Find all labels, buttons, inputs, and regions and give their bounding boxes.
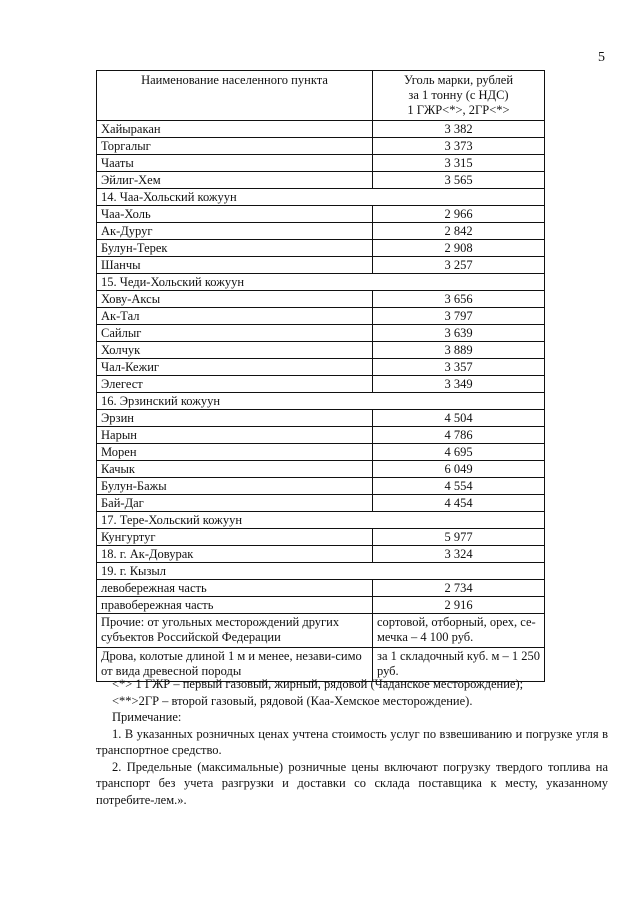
table-row <box>97 546 545 563</box>
price-cell: 3 324 <box>373 546 545 563</box>
table-group-row <box>97 563 545 580</box>
table-row <box>97 308 545 325</box>
price-cell: 3 373 <box>373 138 545 155</box>
table-row <box>97 495 545 512</box>
table-row <box>97 529 545 546</box>
price-cell: 6 049 <box>373 461 545 478</box>
table-row <box>97 376 545 393</box>
price-cell: 2 842 <box>373 223 545 240</box>
group-heading: 16. Эрзинский кожуун <box>97 393 545 410</box>
price-cell: 4 695 <box>373 444 545 461</box>
table-group-row <box>97 512 545 529</box>
settlement-name-cell: Холчук <box>97 342 373 359</box>
footnote-2: <**>2ГР – второй газовый, рядовой (Каа-Хемское месторождение). <box>112 693 473 708</box>
settlement-name-cell: Чал-Кежиг <box>97 359 373 376</box>
price-cell: 5 977 <box>373 529 545 546</box>
settlement-name-cell: Хайыракан <box>97 121 373 138</box>
remark-2: 2. Предельные (максимальные) розничные цены включают погрузку твердого топлива на транспорт без учета разгрузки и доставки со склада поставщика к месту, указанному потребите-лем.». <box>96 759 608 807</box>
firewood-value: за 1 складочный куб. м – 1 250 руб. <box>373 648 545 682</box>
group-heading: 19. г. Кызыл <box>97 563 545 580</box>
settlement-name-cell: левобережная часть <box>97 580 373 597</box>
settlement-name-cell: Ак-Дуруг <box>97 223 373 240</box>
settlement-name-cell: Ак-Тал <box>97 308 373 325</box>
group-heading: 17. Тере-Хольский кожуун <box>97 512 545 529</box>
remark-1: 1. В указанных розничных ценах учтена стоимость услуг по взвешиванию и погрузке угля в транспортное средство. <box>96 726 608 757</box>
settlement-name-cell: Кунгуртуг <box>97 529 373 546</box>
settlement-name-cell: Торгалыг <box>97 138 373 155</box>
other-deposits-value: сортовой, отборный, орех, се-мечка – 4 100 руб. <box>373 614 545 648</box>
table-row <box>97 257 545 274</box>
firewood-label: Дрова, колотые длиной 1 м и менее, незави-симо от вида древесной породы <box>97 648 373 682</box>
settlement-name-cell: Нарын <box>97 427 373 444</box>
header-coal-price <box>373 71 545 121</box>
page-number: 5 <box>598 50 605 65</box>
price-cell: 2 966 <box>373 206 545 223</box>
table-row <box>97 359 545 376</box>
price-cell: 3 349 <box>373 376 545 393</box>
header-settlement-name: Наименование населенного пункта <box>97 71 373 121</box>
group-heading: 15. Чеди-Хольский кожуун <box>97 274 545 291</box>
table-row <box>97 410 545 427</box>
table-row <box>97 342 545 359</box>
notes-section <box>96 676 608 808</box>
price-cell: 4 454 <box>373 495 545 512</box>
table-row <box>97 223 545 240</box>
table-row <box>97 580 545 597</box>
table-footer-rows <box>97 614 545 682</box>
table-row <box>97 240 545 257</box>
header-price-line-3: 1 ГЖР<*>, 2ГР<*> <box>407 103 510 117</box>
price-cell: 4 554 <box>373 478 545 495</box>
settlement-name-cell: Сайлыг <box>97 325 373 342</box>
price-cell: 4 504 <box>373 410 545 427</box>
price-cell: 3 357 <box>373 359 545 376</box>
settlement-name-cell: Эрзин <box>97 410 373 427</box>
settlement-name-cell: Чаа-Холь <box>97 206 373 223</box>
header-price-line-1: Уголь марки, рублей <box>403 73 514 87</box>
settlement-name-cell: Хову-Аксы <box>97 291 373 308</box>
settlement-name-cell: 18. г. Ак-Довурак <box>97 546 373 563</box>
table-row <box>97 325 545 342</box>
price-cell: 2 734 <box>373 580 545 597</box>
price-cell: 3 565 <box>373 172 545 189</box>
price-cell: 3 797 <box>373 308 545 325</box>
table-row-other-deposits <box>97 614 545 648</box>
price-cell: 3 257 <box>373 257 545 274</box>
coal-price-table <box>96 70 545 682</box>
settlement-name-cell: правобережная часть <box>97 597 373 614</box>
settlement-name-cell: Бай-Даг <box>97 495 373 512</box>
price-cell: 4 786 <box>373 427 545 444</box>
price-cell: 3 889 <box>373 342 545 359</box>
table-row <box>97 461 545 478</box>
table-row <box>97 155 545 172</box>
table-row <box>97 121 545 138</box>
settlement-name-cell: Булун-Терек <box>97 240 373 257</box>
table-header-row <box>97 71 545 121</box>
table-row <box>97 291 545 308</box>
group-heading: 14. Чаа-Хольский кожуун <box>97 189 545 206</box>
settlement-name-cell: Булун-Бажы <box>97 478 373 495</box>
header-price-line-2: за 1 тонну (с НДС) <box>408 88 509 102</box>
table-row <box>97 172 545 189</box>
table-group-row <box>97 274 545 291</box>
other-deposits-label: Прочие: от угольных месторождений других субъектов Российской Федерации <box>97 614 373 648</box>
settlement-name-cell: Качык <box>97 461 373 478</box>
table-row <box>97 478 545 495</box>
footnote-1: <*> 1 ГЖР – первый газовый, жирный, рядовой (Чаданское месторождение); <box>112 677 524 691</box>
price-cell: 3 315 <box>373 155 545 172</box>
settlement-name-cell: Эйлиг-Хем <box>97 172 373 189</box>
price-cell: 3 639 <box>373 325 545 342</box>
price-cell: 3 382 <box>373 121 545 138</box>
price-cell: 2 908 <box>373 240 545 257</box>
table-row <box>97 138 545 155</box>
price-cell: 3 656 <box>373 291 545 308</box>
table-row <box>97 444 545 461</box>
table-row <box>97 206 545 223</box>
settlement-name-cell: Чааты <box>97 155 373 172</box>
remark-title: Примечание: <box>112 710 182 724</box>
table-body <box>97 121 545 614</box>
table-group-row <box>97 393 545 410</box>
settlement-name-cell: Шанчы <box>97 257 373 274</box>
price-cell: 2 916 <box>373 597 545 614</box>
settlement-name-cell: Морен <box>97 444 373 461</box>
settlement-name-cell: Элегест <box>97 376 373 393</box>
table-row <box>97 427 545 444</box>
table-row <box>97 597 545 614</box>
table-group-row <box>97 189 545 206</box>
